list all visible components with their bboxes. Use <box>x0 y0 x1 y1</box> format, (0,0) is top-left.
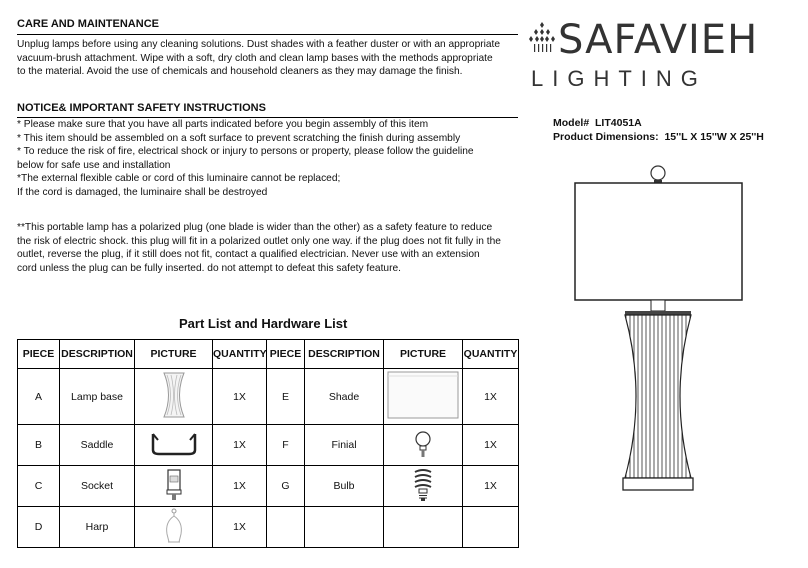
picture-cell <box>135 507 213 548</box>
piece-cell: A <box>18 369 60 425</box>
quantity-cell: 1X <box>213 369 267 425</box>
notice-line: below for safe use and installation <box>17 159 171 171</box>
parts-table <box>17 339 519 548</box>
picture-cell <box>135 466 213 507</box>
dimensions-line <box>553 130 764 144</box>
harp-icon <box>163 508 185 544</box>
picture-cell <box>384 466 463 507</box>
description-cell: Finial <box>305 425 384 466</box>
lamp-drawing <box>565 160 765 495</box>
plug-line: the risk of electric shock. this plug will fit in a polarized outlet only one way. if the plug does not fit fully in the <box>17 235 501 247</box>
care-line: Unplug lamps before using any cleaning solutions. Dust shades with a feather duster or with an appropriate <box>17 39 501 50</box>
plug-line: cord unless the plug can be fully inserted. do not attempt to defeat this safety feature. <box>17 262 401 274</box>
quantity-cell: 1X <box>463 369 519 425</box>
dimensions-value: 15''L X 15''W X 25''H <box>664 131 764 143</box>
model-label: Model# <box>553 117 590 129</box>
chandelier-icon <box>528 22 556 52</box>
column-header: PIECE <box>267 340 305 369</box>
picture-cell <box>384 425 463 466</box>
notice-line: * To reduce the risk of fire, electrical shock or injury to persons or property, please follow the guideline <box>17 146 474 157</box>
parts-title: Part List and Hardware List <box>179 316 348 331</box>
notice-line: If the cord is damaged, the luminaire shall be destroyed <box>17 186 268 198</box>
brand-name: SAFAVIEH <box>558 17 759 63</box>
care-line: vacuum-brush attachment. Wipe with a soft, dry cloth and clean lamp bases with the methods appropriate <box>17 52 493 64</box>
picture-cell <box>135 369 213 425</box>
care-heading: CARE AND MAINTENANCE <box>17 18 159 30</box>
quantity-cell: 1X <box>463 425 519 466</box>
plug-line: **This portable lamp has a polarized plug (one blade is wider than the other) as a safety feature to reduce <box>17 222 493 233</box>
column-header: PICTURE <box>384 340 463 369</box>
column-header: DESCRIPTION <box>60 340 135 369</box>
model-line <box>553 116 642 130</box>
table-row <box>18 507 519 548</box>
finial-icon <box>651 166 665 183</box>
column-header: PIECE <box>18 340 60 369</box>
column-header: DESCRIPTION <box>305 340 384 369</box>
column-header: QUANTITY <box>463 340 519 369</box>
column-header: QUANTITY <box>213 340 267 369</box>
description-cell <box>305 507 384 548</box>
notice-line: * This item should be assembled on a soft surface to prevent scratching the finish during assembly <box>17 132 461 144</box>
description-cell: Saddle <box>60 425 135 466</box>
plug-line: outlet, reverse the plug, if it still does not fit, contact a qualified electrician. Never use with an extension <box>17 249 480 260</box>
notice-line: * Please make sure that you have all parts indicated before you begin assembly of this item <box>17 119 429 130</box>
socket-icon <box>164 468 184 502</box>
description-cell: Shade <box>305 369 384 425</box>
description-cell: Socket <box>60 466 135 507</box>
dimensions-label: Product Dimensions: <box>553 131 659 143</box>
bulb-icon <box>411 468 435 502</box>
description-cell: Harp <box>60 507 135 548</box>
table-row <box>18 466 519 507</box>
picture-cell <box>135 425 213 466</box>
divider <box>17 34 518 35</box>
quantity-cell <box>463 507 519 548</box>
notice-text <box>17 118 522 199</box>
care-text <box>17 38 522 79</box>
piece-cell: G <box>267 466 305 507</box>
saddle-icon <box>149 430 199 458</box>
picture-cell <box>384 507 463 548</box>
table-row <box>18 425 519 466</box>
piece-cell: C <box>18 466 60 507</box>
finial-icon <box>413 429 433 459</box>
lamp-base-icon <box>159 371 189 419</box>
quantity-cell: 1X <box>213 425 267 466</box>
quantity-cell: 1X <box>213 466 267 507</box>
description-cell: Lamp base <box>60 369 135 425</box>
piece-cell: E <box>267 369 305 425</box>
piece-cell <box>267 507 305 548</box>
notice-line: *The external flexible cable or cord of this luminaire cannot be replaced; <box>17 173 341 184</box>
brand-sub: LIGHTING <box>531 66 707 91</box>
notice-heading: NOTICE& IMPORTANT SAFETY INSTRUCTIONS <box>17 102 266 114</box>
piece-cell: B <box>18 425 60 466</box>
picture-cell <box>384 369 463 425</box>
quantity-cell: 1X <box>463 466 519 507</box>
plug-text <box>17 221 522 275</box>
shade-outline <box>575 183 742 300</box>
model-number: LIT4051A <box>595 117 642 129</box>
shade-icon <box>386 370 460 420</box>
piece-cell: D <box>18 507 60 548</box>
quantity-cell: 1X <box>213 507 267 548</box>
care-line: to the material. Avoid the use of chemicals and household cleaners as they may damage the finish. <box>17 66 463 77</box>
description-cell: Bulb <box>305 466 384 507</box>
logo-mark <box>528 22 556 57</box>
table-header-row <box>18 340 519 369</box>
lamp-base-outline <box>625 315 691 478</box>
table-row <box>18 369 519 425</box>
column-header: PICTURE <box>135 340 213 369</box>
piece-cell: F <box>267 425 305 466</box>
